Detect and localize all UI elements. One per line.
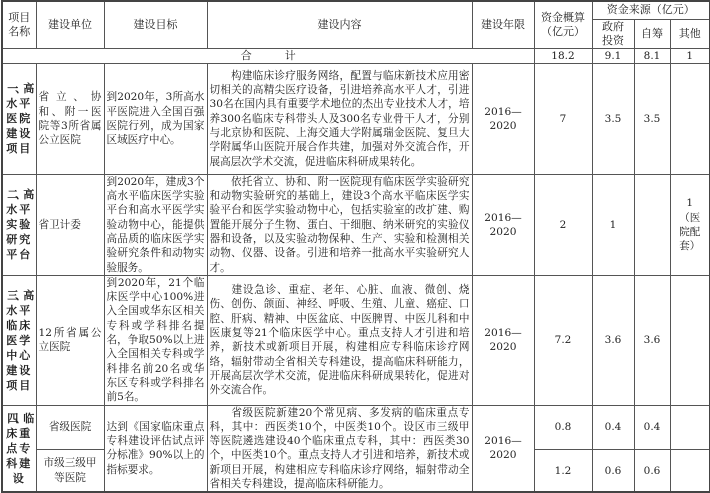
project-name-line: 科建 bbox=[6, 456, 33, 470]
budget: 2 bbox=[534, 174, 592, 275]
period: 2016—2020 bbox=[472, 63, 534, 174]
project-name-line: 项目 bbox=[6, 378, 33, 392]
other bbox=[670, 63, 710, 174]
project-name-line: 一、高 bbox=[7, 82, 32, 96]
project-name-line: 实验 bbox=[6, 218, 33, 232]
project-name-line: 医学 bbox=[6, 333, 33, 347]
gov: 3.6 bbox=[592, 275, 634, 405]
content-text: 依托省立、协和、附一医院现有临床医学实验研究和动物实验研究的基础上，建设3个高水平临床医学实验平台和医学实验动物中心，包括实验室的改扩建、购置能开展分子生物、蛋白、干细胞、纳米研究的实验仪器和设备，以及实验动物保种、生产、实验和检测相关动物、仪器、设备。引进和培养一批高水平实验研究人才。 bbox=[209, 175, 470, 274]
project-name-line: 三、高 bbox=[7, 288, 32, 302]
self: 0.4 bbox=[634, 405, 670, 450]
project-name-line: 临床 bbox=[6, 318, 33, 332]
project-name-line: 中心 bbox=[6, 348, 33, 362]
project-name-line: 项目 bbox=[6, 142, 33, 156]
table-row bbox=[2, 63, 710, 174]
gov: 1 bbox=[592, 174, 634, 275]
header-sources: 资金来源（亿元） bbox=[592, 1, 710, 19]
project-name bbox=[2, 63, 36, 174]
gov: 3.5 bbox=[592, 63, 634, 174]
total-self: 8.1 bbox=[634, 48, 670, 63]
other bbox=[670, 450, 710, 493]
total-other: 1 bbox=[670, 48, 710, 63]
table-row bbox=[2, 275, 710, 405]
budget: 0.8 bbox=[534, 405, 592, 450]
header-name: 项目名称 bbox=[2, 1, 36, 48]
project-name-line: 四、临 bbox=[7, 411, 32, 425]
other bbox=[670, 275, 710, 405]
project-name-line: 床重 bbox=[6, 426, 33, 440]
self: 3.6 bbox=[634, 275, 670, 405]
project-name-line: 医院 bbox=[6, 112, 33, 126]
header-budget: 资金概算（亿元） bbox=[534, 1, 592, 48]
unit: 市级三级甲等医院 bbox=[36, 450, 104, 493]
other: 1（医院配套） bbox=[670, 174, 710, 275]
header-unit: 建设单位 bbox=[36, 1, 104, 48]
gov: 0.6 bbox=[592, 450, 634, 493]
project-name bbox=[2, 174, 36, 275]
project-name-line: 水平 bbox=[6, 97, 33, 111]
self: 3.5 bbox=[634, 63, 670, 174]
budget: 1.2 bbox=[534, 450, 592, 493]
header-period: 建设年限 bbox=[472, 1, 534, 48]
project-name-line: 建设 bbox=[6, 127, 33, 141]
project-name-line: 设 bbox=[12, 471, 26, 485]
goal: 到2020年，21个临床医学中心100%进入全国或华东区相关专科或学科排名提名，争取50%以上进入全国相关专科或学科排名前20名或华东区专科或学科排名前5名。 bbox=[104, 275, 207, 405]
total-gov: 9.1 bbox=[592, 48, 634, 63]
project-name-line: 水平 bbox=[6, 203, 33, 217]
period: 2016—2020 bbox=[472, 174, 534, 275]
project-name bbox=[2, 405, 36, 492]
header-goal: 建设目标 bbox=[104, 1, 207, 48]
content bbox=[207, 275, 472, 405]
goal: 达到《国家临床重点专科建设评估试点评分标准》90%以上的指标要求。 bbox=[104, 405, 207, 492]
content-text: 省级医院新建20个常见病、多发病的临床重点专科，其中：西医类10个，中医类10个。设区市三级甲等医院遴选建设40个临床重点专科，其中：西医类30个，中医类10个。重点支持人才引进和培养，新技术或新项目开展，构建相应专科临床诊疗网络，辐射带动全省相关专科建设，提高临床科研能力。 bbox=[209, 406, 470, 491]
goal: 到2020年，建成3个高水平临床医学实验平台和高水平医学实验动物中心，能提供高品质的临床医学实验研究条件和动物实验服务。 bbox=[104, 174, 207, 275]
self bbox=[634, 174, 670, 275]
content bbox=[207, 63, 472, 174]
project-name-line: 建设 bbox=[6, 363, 33, 377]
project-table bbox=[1, 0, 710, 493]
project-name-line: 二、高 bbox=[7, 188, 32, 202]
header-content: 建设内容 bbox=[207, 1, 472, 48]
project-name-line: 水平 bbox=[6, 303, 33, 317]
total-label: 合 计 bbox=[2, 48, 534, 63]
period: 2016—2020 bbox=[472, 405, 534, 492]
content bbox=[207, 174, 472, 275]
content-text: 建设急诊、重症、老年、心脏、血液、微创、烧伤、创伤、颌面、神经、呼吸、生殖、儿童、癌症、口腔、肝病、精神、中医盆底、中医脾胃、中医儿科和中医康复等21个临床医学中心。重点支持人才引进和培养，新技术或新项目开展，构建相应专科临床诊疗网络，辐射带动全省相关专科建设，提高临床科研能力，开展高层次学术交流，促进临床科研成果转化，促进对外交流合作。 bbox=[209, 284, 470, 397]
period: 2016—2020 bbox=[472, 275, 534, 405]
header-gov: 政府投资 bbox=[592, 19, 634, 48]
total-budget: 18.2 bbox=[534, 48, 592, 63]
budget: 7.2 bbox=[534, 275, 592, 405]
gov: 0.4 bbox=[592, 405, 634, 450]
goal: 到2020年，3所高水平医院进入全国百强医院行列，成为国家区域医疗中心。 bbox=[104, 63, 207, 174]
content-text: 构建临床诊疗服务网络，配置与临床新技术应用密切相关的高精尖医疗设备，引进培养高水平人才，引进30名在国内具有重要学术地位的杰出专业技术人才，培养300名临床专科带头人及300名专业骨干人才，分别与北京协和医院、上海交通大学附属瑞金医院、复旦大学附属华山医院开展合作共建，加强对外交流合作，开展高层次学术交流，促进临床科研成果转化。 bbox=[209, 69, 470, 168]
content bbox=[207, 405, 472, 492]
unit: 12所省属公立医院 bbox=[36, 275, 104, 405]
unit: 省级医院 bbox=[36, 405, 104, 450]
unit: 省卫计委 bbox=[36, 174, 104, 275]
header-other: 其他 bbox=[670, 19, 710, 48]
budget: 7 bbox=[534, 63, 592, 174]
header-self: 自筹 bbox=[634, 19, 670, 48]
unit: 省立、协和、附一医院等3所省属公立医院 bbox=[36, 63, 104, 174]
self: 0.6 bbox=[634, 450, 670, 493]
table-row bbox=[2, 405, 710, 450]
project-name-line: 平台 bbox=[6, 248, 33, 262]
project-name bbox=[2, 275, 36, 405]
other bbox=[670, 405, 710, 450]
project-name-line: 研究 bbox=[6, 233, 33, 247]
project-name-line: 点专 bbox=[6, 441, 33, 455]
table-row bbox=[2, 174, 710, 275]
